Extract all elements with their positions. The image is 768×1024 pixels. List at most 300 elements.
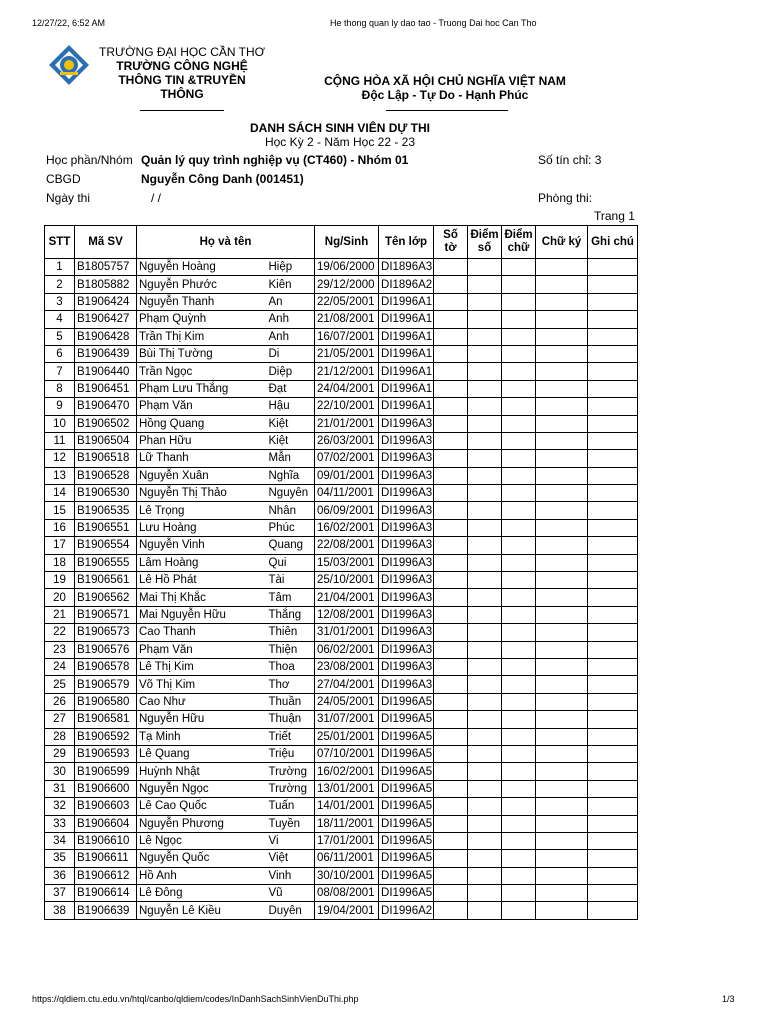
cell-last-middle-name: Phạm Quỳnh [137, 311, 267, 328]
cell-last-middle-name: Nguyễn Ngọc [137, 780, 267, 797]
cell-dob: 13/01/2001 [315, 780, 379, 797]
cell-first-name: Triệu [267, 745, 315, 762]
cell-score-number [468, 537, 502, 554]
cell-student-id: B1906470 [75, 398, 137, 415]
table-row [45, 711, 638, 728]
cell-student-id: B1906611 [75, 850, 137, 867]
cell-score-words [502, 780, 536, 797]
cell-student-id: B1906427 [75, 311, 137, 328]
cell-sheets [434, 485, 468, 502]
cell-first-name: Triết [267, 728, 315, 745]
cell-first-name: Quang [267, 537, 315, 554]
cell-first-name: Vinh [267, 867, 315, 884]
cell-first-name: Duyên [267, 902, 315, 919]
cell-student-id: B1906579 [75, 676, 137, 693]
table-row [45, 763, 638, 780]
country-name: CỘNG HÒA XÃ HỘI CHỦ NGHĨA VIỆT NAM [324, 74, 566, 88]
cell-score-words [502, 676, 536, 693]
cell-score-number [468, 293, 502, 310]
cell-last-middle-name: Tạ Minh [137, 728, 267, 745]
cell-student-id: B1906535 [75, 502, 137, 519]
table-row [45, 867, 638, 884]
cell-class: DI1996A3 [379, 450, 434, 467]
cell-class: DI1996A1 [379, 311, 434, 328]
course-value: Quản lý quy trình nghiệp vụ (CT460) - Nhóm 01 [141, 153, 409, 167]
cell-score-words [502, 415, 536, 432]
cell-dob: 07/02/2001 [315, 450, 379, 467]
cell-last-middle-name: Nguyễn Lê Kiều [137, 902, 267, 919]
cell-score-words [502, 311, 536, 328]
cell-student-id: B1906562 [75, 589, 137, 606]
header-stt: STT [45, 226, 75, 259]
cell-sheets [434, 641, 468, 658]
cell-student-id: B1906551 [75, 519, 137, 536]
cell-stt: 15 [45, 502, 75, 519]
cell-score-number [468, 624, 502, 641]
cell-student-id: B1906504 [75, 432, 137, 449]
cell-note [588, 450, 638, 467]
cell-last-middle-name: Phạm Văn [137, 641, 267, 658]
cell-last-middle-name: Lữ Thanh [137, 450, 267, 467]
cell-signature [536, 537, 588, 554]
cell-dob: 21/05/2001 [315, 345, 379, 362]
print-timestamp: 12/27/22, 6:52 AM [32, 18, 106, 28]
cell-first-name: Anh [267, 311, 315, 328]
cell-student-id: B1906578 [75, 658, 137, 675]
cell-note [588, 606, 638, 623]
cell-class: DI1996A5 [379, 832, 434, 849]
cell-signature [536, 398, 588, 415]
cell-score-number [468, 311, 502, 328]
cell-stt: 32 [45, 798, 75, 815]
cell-note [588, 798, 638, 815]
cell-score-words [502, 693, 536, 710]
cell-sheets [434, 815, 468, 832]
cell-signature [536, 572, 588, 589]
cell-note [588, 519, 638, 536]
cell-score-words [502, 902, 536, 919]
cell-signature [536, 815, 588, 832]
header-dob: Ng/Sinh [315, 226, 379, 259]
institution-underline [140, 110, 224, 111]
table-row [45, 832, 638, 849]
cell-signature [536, 780, 588, 797]
cell-signature [536, 467, 588, 484]
cell-last-middle-name: Lê Cao Quốc [137, 798, 267, 815]
cell-first-name: Nghĩa [267, 467, 315, 484]
cell-sheets [434, 415, 468, 432]
cell-first-name: Kiên [267, 276, 315, 293]
cell-student-id: B1805882 [75, 276, 137, 293]
cell-first-name: Việt [267, 850, 315, 867]
header-note: Ghi chú [588, 226, 638, 259]
cell-dob: 15/03/2001 [315, 554, 379, 571]
table-row [45, 502, 638, 519]
cell-student-id: B1906599 [75, 763, 137, 780]
document-title: DANH SÁCH SINH VIÊN DỰ THI [250, 121, 430, 135]
cell-sheets [434, 311, 468, 328]
cell-sheets [434, 519, 468, 536]
national-motto: Độc Lập - Tự Do - Hạnh Phúc [361, 88, 529, 102]
cell-score-number [468, 728, 502, 745]
student-table [44, 225, 638, 920]
cell-stt: 11 [45, 432, 75, 449]
cell-stt: 35 [45, 850, 75, 867]
cell-last-middle-name: Huỳnh Nhật [137, 763, 267, 780]
cell-score-words [502, 885, 536, 902]
cell-last-middle-name: Võ Thị Kim [137, 676, 267, 693]
table-row [45, 798, 638, 815]
table-row [45, 311, 638, 328]
lecturer-value: Nguyễn Công Danh (001451) [141, 172, 304, 186]
cell-score-number [468, 745, 502, 762]
cell-score-words [502, 815, 536, 832]
cell-dob: 06/09/2001 [315, 502, 379, 519]
cell-first-name: Vi [267, 832, 315, 849]
cell-note [588, 745, 638, 762]
table-row [45, 815, 638, 832]
table-row [45, 572, 638, 589]
cell-score-words [502, 745, 536, 762]
header-student-id: Mã SV [75, 226, 137, 259]
cell-signature [536, 554, 588, 571]
cell-first-name: Trường [267, 780, 315, 797]
cell-note [588, 885, 638, 902]
cell-note [588, 572, 638, 589]
cell-score-words [502, 624, 536, 641]
exam-room: Phòng thi: [538, 191, 593, 205]
cell-signature [536, 763, 588, 780]
cell-last-middle-name: Nguyễn Phương [137, 815, 267, 832]
cell-score-number [468, 902, 502, 919]
cell-student-id: B1906603 [75, 798, 137, 815]
cell-stt: 20 [45, 589, 75, 606]
cell-sheets [434, 624, 468, 641]
cell-score-number [468, 867, 502, 884]
cell-first-name: Anh [267, 328, 315, 345]
cell-stt: 1 [45, 259, 75, 276]
cell-last-middle-name: Nguyễn Thị Thảo [137, 485, 267, 502]
cell-first-name: Thắng [267, 606, 315, 623]
cell-sheets [434, 798, 468, 815]
cell-dob: 21/01/2001 [315, 415, 379, 432]
cell-last-middle-name: Nguyễn Hữu [137, 711, 267, 728]
cell-student-id: B1906593 [75, 745, 137, 762]
cell-stt: 3 [45, 293, 75, 310]
cell-sheets [434, 745, 468, 762]
cell-sheets [434, 328, 468, 345]
cell-class: DI1996A1 [379, 363, 434, 380]
cell-class: DI1996A3 [379, 554, 434, 571]
cell-sheets [434, 728, 468, 745]
cell-sheets [434, 658, 468, 675]
print-url: https://qldiem.ctu.edu.vn/htql/canbo/qldiem/codes/InDanhSachSinhVienDuThi.php [32, 994, 359, 1004]
cell-dob: 24/04/2001 [315, 380, 379, 397]
cell-last-middle-name: Lê Hồ Phát [137, 572, 267, 589]
cell-score-words [502, 380, 536, 397]
cell-student-id: B1906610 [75, 832, 137, 849]
cell-signature [536, 606, 588, 623]
cell-note [588, 537, 638, 554]
cell-stt: 13 [45, 467, 75, 484]
cell-dob: 25/01/2001 [315, 728, 379, 745]
cell-signature [536, 867, 588, 884]
cell-dob: 24/05/2001 [315, 693, 379, 710]
cell-signature [536, 676, 588, 693]
cell-note [588, 624, 638, 641]
cell-last-middle-name: Trần Ngọc [137, 363, 267, 380]
cell-dob: 29/12/2000 [315, 276, 379, 293]
cell-first-name: Nguyên [267, 485, 315, 502]
cell-signature [536, 415, 588, 432]
cell-stt: 16 [45, 519, 75, 536]
cell-signature [536, 745, 588, 762]
cell-score-words [502, 832, 536, 849]
national-block [310, 74, 580, 102]
course-label: Học phần/Nhóm [46, 153, 133, 167]
cell-dob: 16/02/2001 [315, 763, 379, 780]
cell-first-name: Mẫn [267, 450, 315, 467]
table-row [45, 850, 638, 867]
header-score-number-line2: số [477, 242, 492, 254]
cell-sheets [434, 589, 468, 606]
cell-student-id: B1906528 [75, 467, 137, 484]
cell-sheets [434, 711, 468, 728]
cell-dob: 22/08/2001 [315, 537, 379, 554]
cell-class: DI1996A3 [379, 658, 434, 675]
cell-sheets [434, 832, 468, 849]
cell-note [588, 276, 638, 293]
cell-stt: 26 [45, 693, 75, 710]
cell-sheets [434, 398, 468, 415]
cell-score-words [502, 658, 536, 675]
motto-underline [386, 110, 508, 111]
cell-dob: 30/10/2001 [315, 867, 379, 884]
cell-dob: 04/11/2001 [315, 485, 379, 502]
cell-stt: 30 [45, 763, 75, 780]
cell-student-id: B1906561 [75, 572, 137, 589]
cell-note [588, 676, 638, 693]
cell-student-id: B1906555 [75, 554, 137, 571]
cell-score-number [468, 485, 502, 502]
cell-note [588, 259, 638, 276]
cell-last-middle-name: Hồ Anh [137, 867, 267, 884]
lecturer-label: CBGD [46, 172, 81, 186]
cell-note [588, 415, 638, 432]
table-row [45, 537, 638, 554]
cell-signature [536, 328, 588, 345]
header-class: Tên lớp [379, 226, 434, 259]
cell-sheets [434, 432, 468, 449]
cell-sheets [434, 380, 468, 397]
cell-score-words [502, 345, 536, 362]
cell-first-name: Thiên [267, 624, 315, 641]
cell-score-words [502, 728, 536, 745]
table-row [45, 380, 638, 397]
cell-signature [536, 693, 588, 710]
cell-score-number [468, 415, 502, 432]
credits: Số tín chỉ: 3 [538, 153, 602, 167]
cell-sheets [434, 467, 468, 484]
cell-sheets [434, 276, 468, 293]
cell-score-number [468, 380, 502, 397]
cell-sheets [434, 780, 468, 797]
cell-stt: 37 [45, 885, 75, 902]
cell-signature [536, 345, 588, 362]
cell-signature [536, 485, 588, 502]
cell-score-number [468, 763, 502, 780]
table-row [45, 693, 638, 710]
cell-note [588, 832, 638, 849]
cell-class: DI1996A1 [379, 398, 434, 415]
cell-dob: 07/10/2001 [315, 745, 379, 762]
cell-class: DI1996A5 [379, 728, 434, 745]
cell-score-number [468, 554, 502, 571]
cell-student-id: B1906502 [75, 415, 137, 432]
cell-stt: 6 [45, 345, 75, 362]
cell-class: DI1996A3 [379, 589, 434, 606]
cell-dob: 19/04/2001 [315, 902, 379, 919]
cell-last-middle-name: Nguyễn Xuân [137, 467, 267, 484]
header-sheets-line2: tờ [444, 242, 457, 254]
cell-sheets [434, 606, 468, 623]
table-row [45, 728, 638, 745]
cell-sheets [434, 554, 468, 571]
cell-dob: 25/10/2001 [315, 572, 379, 589]
cell-note [588, 711, 638, 728]
cell-stt: 12 [45, 450, 75, 467]
cell-stt: 22 [45, 624, 75, 641]
cell-score-words [502, 711, 536, 728]
cell-score-number [468, 502, 502, 519]
cell-class: DI1996A5 [379, 693, 434, 710]
table-row [45, 276, 638, 293]
cell-last-middle-name: Lê Quang [137, 745, 267, 762]
cell-dob: 06/11/2001 [315, 850, 379, 867]
cell-class: DI1996A1 [379, 293, 434, 310]
cell-stt: 14 [45, 485, 75, 502]
cell-last-middle-name: Cao Thanh [137, 624, 267, 641]
print-page-title: He thong quan ly dao tao - Truong Dai hoc Can Tho [330, 18, 537, 28]
cell-note [588, 328, 638, 345]
cell-score-words [502, 485, 536, 502]
cell-dob: 27/04/2001 [315, 676, 379, 693]
cell-stt: 33 [45, 815, 75, 832]
cell-last-middle-name: Hồng Quang [137, 415, 267, 432]
school-name-line2: THÔNG TIN &TRUYỀN [118, 73, 246, 87]
cell-dob: 16/07/2001 [315, 328, 379, 345]
cell-signature [536, 259, 588, 276]
cell-note [588, 467, 638, 484]
table-row [45, 780, 638, 797]
cell-last-middle-name: Cao Như [137, 693, 267, 710]
cell-score-number [468, 780, 502, 797]
cell-first-name: Diệp [267, 363, 315, 380]
cell-signature [536, 711, 588, 728]
cell-class: DI1996A1 [379, 380, 434, 397]
cell-sheets [434, 345, 468, 362]
cell-last-middle-name: Lê Thị Kim [137, 658, 267, 675]
table-row [45, 606, 638, 623]
cell-class: DI1996A5 [379, 867, 434, 884]
cell-student-id: B1906428 [75, 328, 137, 345]
cell-score-number [468, 467, 502, 484]
cell-first-name: Qui [267, 554, 315, 571]
cell-note [588, 311, 638, 328]
cell-signature [536, 902, 588, 919]
cell-note [588, 345, 638, 362]
table-row [45, 293, 638, 310]
table-row [45, 259, 638, 276]
cell-score-number [468, 658, 502, 675]
university-logo-icon [48, 44, 90, 86]
cell-dob: 09/01/2001 [315, 467, 379, 484]
cell-student-id: B1906580 [75, 693, 137, 710]
table-row [45, 467, 638, 484]
cell-note [588, 728, 638, 745]
cell-first-name: Vũ [267, 885, 315, 902]
cell-first-name: Nhân [267, 502, 315, 519]
cell-score-words [502, 763, 536, 780]
student-rows [45, 259, 638, 920]
table-row [45, 345, 638, 362]
cell-student-id: B1906439 [75, 345, 137, 362]
cell-score-number [468, 363, 502, 380]
table-row [45, 658, 638, 675]
cell-dob: 21/08/2001 [315, 311, 379, 328]
cell-last-middle-name: Phan Hữu [137, 432, 267, 449]
cell-dob: 19/06/2000 [315, 259, 379, 276]
cell-class: DI1996A3 [379, 485, 434, 502]
cell-score-number [468, 432, 502, 449]
cell-score-words [502, 328, 536, 345]
cell-score-words [502, 606, 536, 623]
cell-sheets [434, 259, 468, 276]
header-full-name: Họ và tên [137, 226, 315, 259]
cell-last-middle-name: Phạm Văn [137, 398, 267, 415]
cell-last-middle-name: Phạm Lưu Thắng [137, 380, 267, 397]
cell-signature [536, 363, 588, 380]
page-number: Trang 1 [594, 209, 635, 223]
cell-score-number [468, 693, 502, 710]
table-row [45, 885, 638, 902]
cell-class: DI1996A5 [379, 780, 434, 797]
table-row [45, 676, 638, 693]
cell-last-middle-name: Mai Thị Khắc [137, 589, 267, 606]
cell-student-id: B1906451 [75, 380, 137, 397]
cell-class: DI1996A3 [379, 641, 434, 658]
exam-date-value: / / [151, 191, 162, 205]
header-score-words [502, 226, 536, 259]
header-score-number-line1: Điểm [470, 229, 499, 241]
cell-student-id: B1906554 [75, 537, 137, 554]
cell-dob: 21/04/2001 [315, 589, 379, 606]
cell-stt: 19 [45, 572, 75, 589]
cell-score-number [468, 572, 502, 589]
cell-score-number [468, 589, 502, 606]
cell-class: DI1996A5 [379, 885, 434, 902]
cell-class: DI1996A2 [379, 902, 434, 919]
cell-dob: 31/01/2001 [315, 624, 379, 641]
table-row [45, 902, 638, 919]
cell-first-name: Đạt [267, 380, 315, 397]
cell-signature [536, 885, 588, 902]
cell-score-words [502, 554, 536, 571]
cell-student-id: B1906581 [75, 711, 137, 728]
cell-first-name: Thơ [267, 676, 315, 693]
cell-last-middle-name: Bùi Thị Tường [137, 345, 267, 362]
table-row [45, 398, 638, 415]
